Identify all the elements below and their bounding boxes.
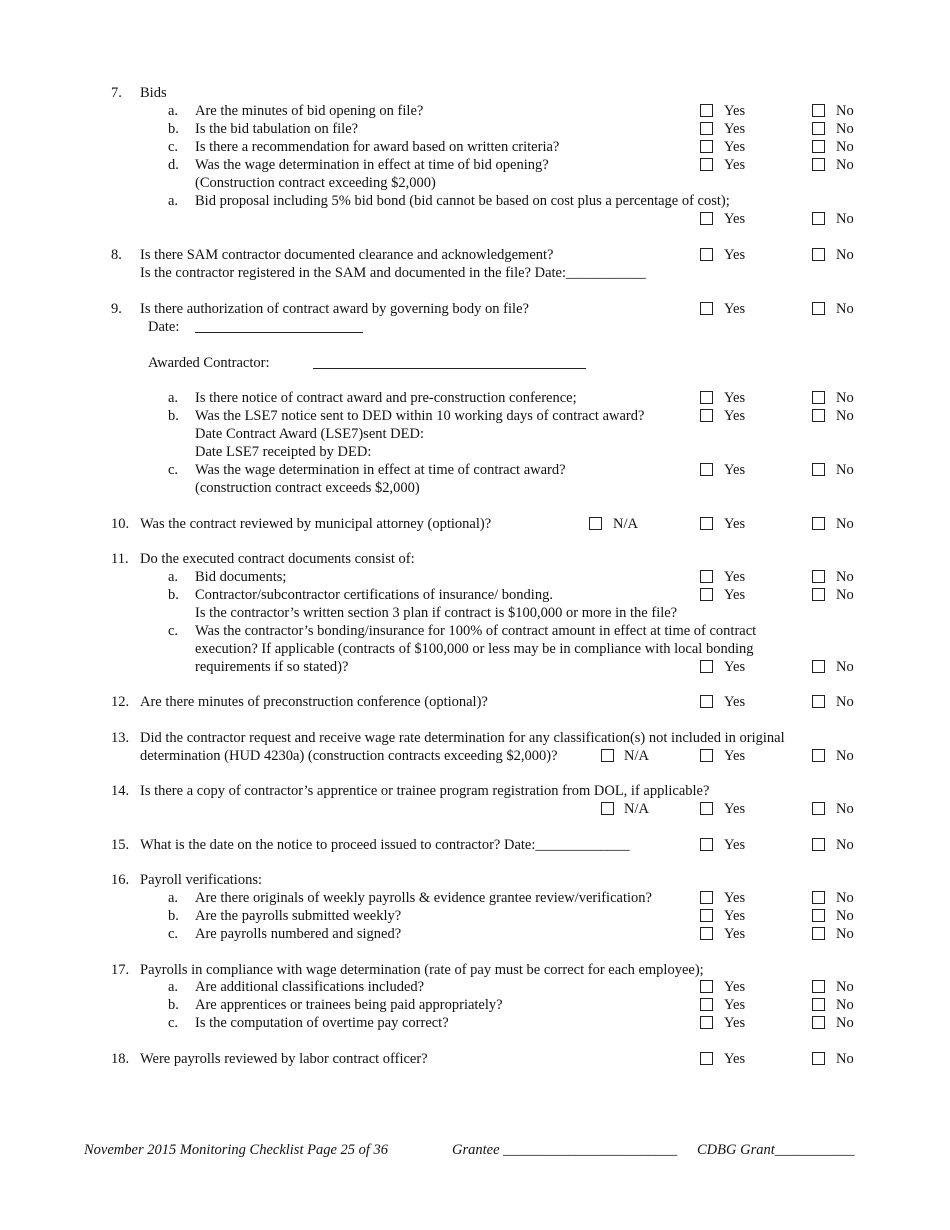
q7b-text: Is the bid tabulation on file? — [195, 121, 359, 137]
q18-no-checkbox[interactable] — [812, 1052, 825, 1065]
q7a-no-checkbox[interactable] — [812, 104, 825, 117]
q7c-no-label: No — [836, 139, 854, 155]
q14-yes-label: Yes — [724, 801, 746, 817]
q13-yes-label: Yes — [724, 748, 746, 764]
q17c-no-label: No — [836, 1015, 854, 1031]
q9c-letter: c. — [168, 462, 179, 478]
q8-yes-checkbox[interactable] — [700, 248, 713, 261]
q7b-no-label: No — [836, 121, 854, 137]
q16a-letter: a. — [168, 890, 179, 906]
footer-grantee-field[interactable]: Grantee ________________________ — [452, 1142, 678, 1158]
q18-yes-label: Yes — [724, 1051, 746, 1067]
q9c-yes-checkbox[interactable] — [700, 463, 713, 476]
q11-number: 11. — [111, 551, 129, 567]
q10-number: 10. — [111, 516, 130, 532]
q7e-text: Bid proposal including 5% bid bond (bid cannot be based on cost plus a percentage of cost); — [195, 193, 730, 209]
q14-na-label: N/A — [624, 801, 649, 817]
q16a-text: Are there originals of weekly payrolls & evidence grantee review/verification? — [195, 890, 652, 906]
q7a-letter: a. — [168, 103, 179, 119]
q12-number: 12. — [111, 694, 130, 710]
q9-text: Is there authorization of contract award by governing body on file? — [140, 301, 529, 317]
q16c-text: Are payrolls numbered and signed? — [195, 926, 402, 942]
q11c-letter: c. — [168, 623, 179, 639]
q16b-text: Are the payrolls submitted weekly? — [195, 908, 402, 924]
q17b-yes-label: Yes — [724, 997, 746, 1013]
q12-text: Are there minutes of preconstruction conference (optional)? — [140, 694, 488, 710]
q16c-no-label: No — [836, 926, 854, 942]
q17b-no-checkbox[interactable] — [812, 998, 825, 1011]
q16a-no-label: No — [836, 890, 854, 906]
q12-yes-checkbox[interactable] — [700, 695, 713, 708]
q9a-no-label: No — [836, 390, 854, 406]
q9b-no-label: No — [836, 408, 854, 424]
q17c-text: Is the computation of overtime pay correct? — [195, 1015, 449, 1031]
q10-na-checkbox[interactable] — [589, 517, 602, 530]
q9c-text: Was the wage determination in effect at time of contract award? — [195, 462, 566, 478]
q9b-yes-checkbox[interactable] — [700, 409, 713, 422]
q10-text: Was the contract reviewed by municipal attorney (optional)? — [140, 516, 492, 532]
q11b-no-checkbox[interactable] — [812, 588, 825, 601]
q17b-yes-checkbox[interactable] — [700, 998, 713, 1011]
q17a-yes-checkbox[interactable] — [700, 980, 713, 993]
q12-no-checkbox[interactable] — [812, 695, 825, 708]
q7e-no-checkbox[interactable] — [812, 212, 825, 225]
q16b-no-label: No — [836, 908, 854, 924]
q16-number: 16. — [111, 872, 130, 888]
q11a-yes-checkbox[interactable] — [700, 570, 713, 583]
q7c-letter: c. — [168, 139, 179, 155]
q8-no-checkbox[interactable] — [812, 248, 825, 261]
q13-text-line1: Did the contractor request and receive wage rate determination for any classification(s) not included in original — [140, 730, 785, 746]
q9c-no-label: No — [836, 462, 854, 478]
q7d-no-label: No — [836, 157, 854, 173]
q16b-letter: b. — [168, 908, 179, 924]
awarded-contractor-field[interactable] — [313, 368, 586, 369]
q10-no-label: No — [836, 516, 854, 532]
q17-text: Payrolls in compliance with wage determination (rate of pay must be correct for each employee); — [140, 962, 704, 978]
q16c-letter: c. — [168, 926, 179, 942]
q7d-yes-label: Yes — [724, 157, 746, 173]
q16-text: Payroll verifications: — [140, 872, 263, 888]
q11c-text-line1: Was the contractor’s bonding/insurance for 100% of contract amount in effect at time of contract — [195, 623, 757, 639]
q9-no-label: No — [836, 301, 854, 317]
q7a-yes-checkbox[interactable] — [700, 104, 713, 117]
q8-yes-label: Yes — [724, 247, 746, 263]
q10-no-checkbox[interactable] — [812, 517, 825, 530]
q14-no-label: No — [836, 801, 854, 817]
q18-text: Were payrolls reviewed by labor contract officer? — [140, 1051, 428, 1067]
q8-number: 8. — [111, 247, 122, 263]
q7a-no-label: No — [836, 103, 854, 119]
q9a-yes-checkbox[interactable] — [700, 391, 713, 404]
q9b-text: Was the LSE7 notice sent to DED within 10 working days of contract award? — [195, 408, 645, 424]
q7d-text: Was the wage determination in effect at time of bid opening? — [195, 157, 549, 173]
q9-yes-label: Yes — [724, 301, 746, 317]
q17c-no-checkbox[interactable] — [812, 1016, 825, 1029]
q15-number: 15. — [111, 837, 130, 853]
q13-text-line2: determination (HUD 4230a) (construction contracts exceeding $2,000)? — [140, 748, 558, 764]
q13-na-label: N/A — [624, 748, 649, 764]
q7e-yes-checkbox[interactable] — [700, 212, 713, 225]
q13-no-checkbox[interactable] — [812, 749, 825, 762]
q7a-text: Are the minutes of bid opening on file? — [195, 103, 424, 119]
q11c-text-line3: requirements if so stated)? — [195, 659, 349, 675]
q9c-note: (construction contract exceeds $2,000) — [195, 480, 420, 496]
q7-title: Bids — [140, 85, 167, 101]
q7a-yes-label: Yes — [724, 103, 746, 119]
q7d-no-checkbox[interactable] — [812, 158, 825, 171]
q11b-text: Contractor/subcontractor certifications of insurance/ bonding. — [195, 587, 553, 603]
q10-yes-checkbox[interactable] — [700, 517, 713, 530]
q8-text: Is there SAM contractor documented clearance and acknowledgement? — [140, 247, 554, 263]
q11b-section3-text: Is the contractor’s written section 3 plan if contract is $100,000 or more in the file? — [195, 605, 678, 621]
q13-number: 13. — [111, 730, 130, 746]
q11a-no-label: No — [836, 569, 854, 585]
q16b-no-checkbox[interactable] — [812, 909, 825, 922]
q13-na-checkbox[interactable] — [601, 749, 614, 762]
q9b-no-checkbox[interactable] — [812, 409, 825, 422]
q10-na-label: N/A — [613, 516, 638, 532]
q9-date-label: Date: — [148, 319, 180, 335]
q11c-yes-label: Yes — [724, 659, 746, 675]
q11a-no-checkbox[interactable] — [812, 570, 825, 583]
q16c-yes-checkbox[interactable] — [700, 927, 713, 940]
q7b-yes-checkbox[interactable] — [700, 122, 713, 135]
q7b-yes-label: Yes — [724, 121, 746, 137]
q7b-letter: b. — [168, 121, 179, 137]
q16a-yes-label: Yes — [724, 890, 746, 906]
q7e-no-label: No — [836, 211, 854, 227]
q16b-yes-label: Yes — [724, 908, 746, 924]
q8-sam-date-field[interactable]: Is the contractor registered in the SAM and documented in the file? Date:___________ — [140, 265, 646, 281]
q7-number: 7. — [111, 85, 122, 101]
q9b-letter: b. — [168, 408, 179, 424]
q7c-yes-label: Yes — [724, 139, 746, 155]
q7e-letter: a. — [168, 193, 179, 209]
q17a-no-label: No — [836, 979, 854, 995]
q16c-no-checkbox[interactable] — [812, 927, 825, 940]
q16a-yes-checkbox[interactable] — [700, 891, 713, 904]
q15-yes-label: Yes — [724, 837, 746, 853]
q17b-no-label: No — [836, 997, 854, 1013]
q7c-yes-checkbox[interactable] — [700, 140, 713, 153]
q9b-yes-label: Yes — [724, 408, 746, 424]
q17b-text: Are apprentices or trainees being paid appropriately? — [195, 997, 503, 1013]
q14-text: Is there a copy of contractor’s apprentice or trainee program registration from DOL, if applicable? — [140, 783, 710, 799]
q14-na-checkbox[interactable] — [601, 802, 614, 815]
q16a-no-checkbox[interactable] — [812, 891, 825, 904]
q17b-letter: b. — [168, 997, 179, 1013]
q11c-yes-checkbox[interactable] — [700, 660, 713, 673]
q17a-text: Are additional classifications included? — [195, 979, 425, 995]
q14-no-checkbox[interactable] — [812, 802, 825, 815]
q10-yes-label: Yes — [724, 516, 746, 532]
q17c-yes-label: Yes — [724, 1015, 746, 1031]
q12-yes-label: Yes — [724, 694, 746, 710]
q11b-letter: b. — [168, 587, 179, 603]
q7e-yes-label: Yes — [724, 211, 746, 227]
q9a-letter: a. — [168, 390, 179, 406]
q7c-text: Is there a recommendation for award based on written criteria? — [195, 139, 560, 155]
q17-number: 17. — [111, 962, 130, 978]
footer-cdbg-grant-field[interactable]: CDBG Grant___________ — [697, 1142, 855, 1158]
q9-yes-checkbox[interactable] — [700, 302, 713, 315]
q9-number: 9. — [111, 301, 122, 317]
q11b-yes-label: Yes — [724, 587, 746, 603]
q9b-date-sent: Date Contract Award (LSE7)sent DED: — [195, 426, 424, 442]
q16b-yes-checkbox[interactable] — [700, 909, 713, 922]
q12-no-label: No — [836, 694, 854, 710]
q15-no-checkbox[interactable] — [812, 838, 825, 851]
q18-yes-checkbox[interactable] — [700, 1052, 713, 1065]
q9a-no-checkbox[interactable] — [812, 391, 825, 404]
q11c-no-label: No — [836, 659, 854, 675]
q9-no-checkbox[interactable] — [812, 302, 825, 315]
q9c-no-checkbox[interactable] — [812, 463, 825, 476]
q11a-yes-label: Yes — [724, 569, 746, 585]
q17c-yes-checkbox[interactable] — [700, 1016, 713, 1029]
q15-no-label: No — [836, 837, 854, 853]
q16c-yes-label: Yes — [724, 926, 746, 942]
q11a-text: Bid documents; — [195, 569, 287, 585]
q9c-yes-label: Yes — [724, 462, 746, 478]
awarded-contractor-label: Awarded Contractor: — [148, 355, 270, 371]
q11a-letter: a. — [168, 569, 179, 585]
q11c-no-checkbox[interactable] — [812, 660, 825, 673]
q9-date-field[interactable] — [195, 332, 363, 333]
q13-no-label: No — [836, 748, 854, 764]
q7d-note: (Construction contract exceeding $2,000) — [195, 175, 436, 191]
q14-yes-checkbox[interactable] — [700, 802, 713, 815]
q7d-letter: d. — [168, 157, 179, 173]
q15-text: What is the date on the notice to proceed issued to contractor? Date:_____________ — [140, 837, 630, 853]
q8-no-label: No — [836, 247, 854, 263]
q14-number: 14. — [111, 783, 130, 799]
q11b-no-label: No — [836, 587, 854, 603]
q15-yes-checkbox[interactable] — [700, 838, 713, 851]
q18-number: 18. — [111, 1051, 130, 1067]
q11-text: Do the executed contract documents consist of: — [140, 551, 415, 567]
q13-yes-checkbox[interactable] — [700, 749, 713, 762]
q17a-letter: a. — [168, 979, 179, 995]
q17a-yes-label: Yes — [724, 979, 746, 995]
q18-no-label: No — [836, 1051, 854, 1067]
footer-page-info: November 2015 Monitoring Checklist Page 25 of 36 — [84, 1142, 389, 1158]
q9b-date-receipted: Date LSE7 receipted by DED: — [195, 444, 372, 460]
q11c-text-line2: execution? If applicable (contracts of $100,000 or less may be in compliance with local bonding — [195, 641, 754, 657]
q17c-letter: c. — [168, 1015, 179, 1031]
q7b-no-checkbox[interactable] — [812, 122, 825, 135]
q9a-yes-label: Yes — [724, 390, 746, 406]
q11b-yes-checkbox[interactable] — [700, 588, 713, 601]
q7c-no-checkbox[interactable] — [812, 140, 825, 153]
q7d-yes-checkbox[interactable] — [700, 158, 713, 171]
q17a-no-checkbox[interactable] — [812, 980, 825, 993]
q9a-text: Is there notice of contract award and pre-construction conference; — [195, 390, 577, 406]
